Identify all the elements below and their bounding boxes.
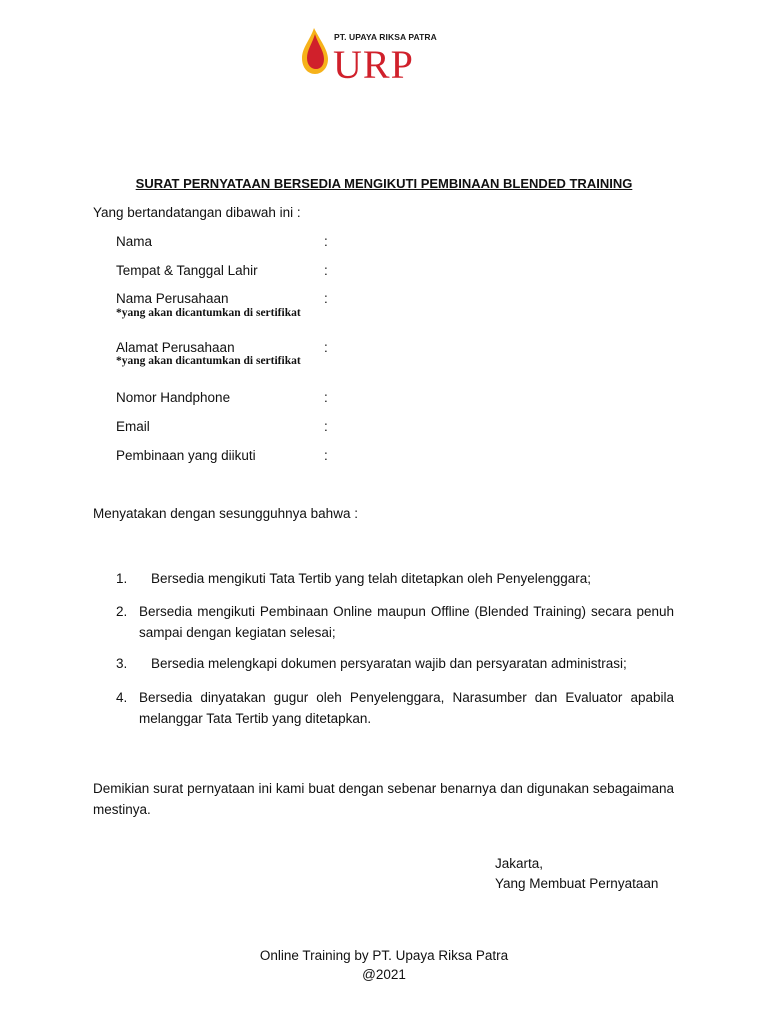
- field-note-nama-perusahaan: *yang akan dicantumkan di sertifikat: [116, 307, 301, 319]
- field-colon-pembinaan: :: [324, 448, 328, 463]
- company-logo: [300, 22, 437, 92]
- logo-brand-text: URP: [333, 42, 414, 87]
- field-colon-nama: :: [324, 234, 328, 249]
- list-item-number: 1.: [116, 571, 128, 586]
- signature-city: Jakarta,: [495, 856, 544, 871]
- statement-text: Menyatakan dengan sesungguhnya bahwa :: [93, 506, 358, 521]
- flame-drop-icon: [300, 26, 332, 76]
- field-colon-nama-perusahaan: :: [324, 291, 328, 306]
- list-item-text: Bersedia melengkapi dokumen persyaratan wajib dan persyaratan administrasi;: [151, 656, 627, 671]
- list-item-number: 2.: [116, 604, 128, 619]
- field-label-ttl: Tempat & Tanggal Lahir: [116, 263, 258, 278]
- logo-company-name: PT. UPAYA RIKSA PATRA: [334, 32, 437, 42]
- list-item-text: Bersedia mengikuti Pembinaan Online maupun Offline (Blended Training) secara penuh sampai dengan kegiatan selesai;: [139, 604, 674, 640]
- intro-text: Yang bertandatangan dibawah ini :: [93, 205, 301, 220]
- field-note-alamat-perusahaan: *yang akan dicantumkan di sertifikat: [116, 355, 301, 367]
- signature-role: Yang Membuat Pernyataan: [495, 876, 659, 891]
- list-item-text: Bersedia mengikuti Tata Tertib yang telah ditetapkan oleh Penyelenggara;: [151, 571, 592, 586]
- field-label-pembinaan: Pembinaan yang diikuti: [116, 448, 256, 463]
- footer-line-2: @2021: [362, 967, 406, 982]
- field-label-alamat-perusahaan: Alamat Perusahaan: [116, 340, 235, 355]
- list-item-text: Bersedia dinyatakan gugur oleh Penyelenggara, Narasumber dan Evaluator apabila melanggar Tata Tertib yang ditetapkan.: [139, 690, 674, 726]
- closing-paragraph: Demikian surat pernyataan ini kami buat dengan sebenar benarnya dan digunakan sebagaimana mestinya.: [93, 781, 674, 817]
- field-colon-ttl: :: [324, 263, 328, 278]
- field-label-nama-perusahaan: Nama Perusahaan: [116, 291, 229, 306]
- list-item-number: 3.: [116, 656, 128, 671]
- footer-line-1: Online Training by PT. Upaya Riksa Patra: [259, 948, 509, 963]
- list-item-number: 4.: [116, 690, 128, 705]
- field-colon-handphone: :: [324, 390, 328, 405]
- field-colon-alamat-perusahaan: :: [324, 340, 328, 355]
- field-label-email: Email: [116, 419, 150, 434]
- field-colon-email: :: [324, 419, 328, 434]
- document-title: SURAT PERNYATAAN BERSEDIA MENGIKUTI PEMBINAAN BLENDED TRAINING: [135, 176, 633, 191]
- field-label-handphone: Nomor Handphone: [116, 390, 231, 405]
- field-label-nama: Nama: [116, 234, 153, 249]
